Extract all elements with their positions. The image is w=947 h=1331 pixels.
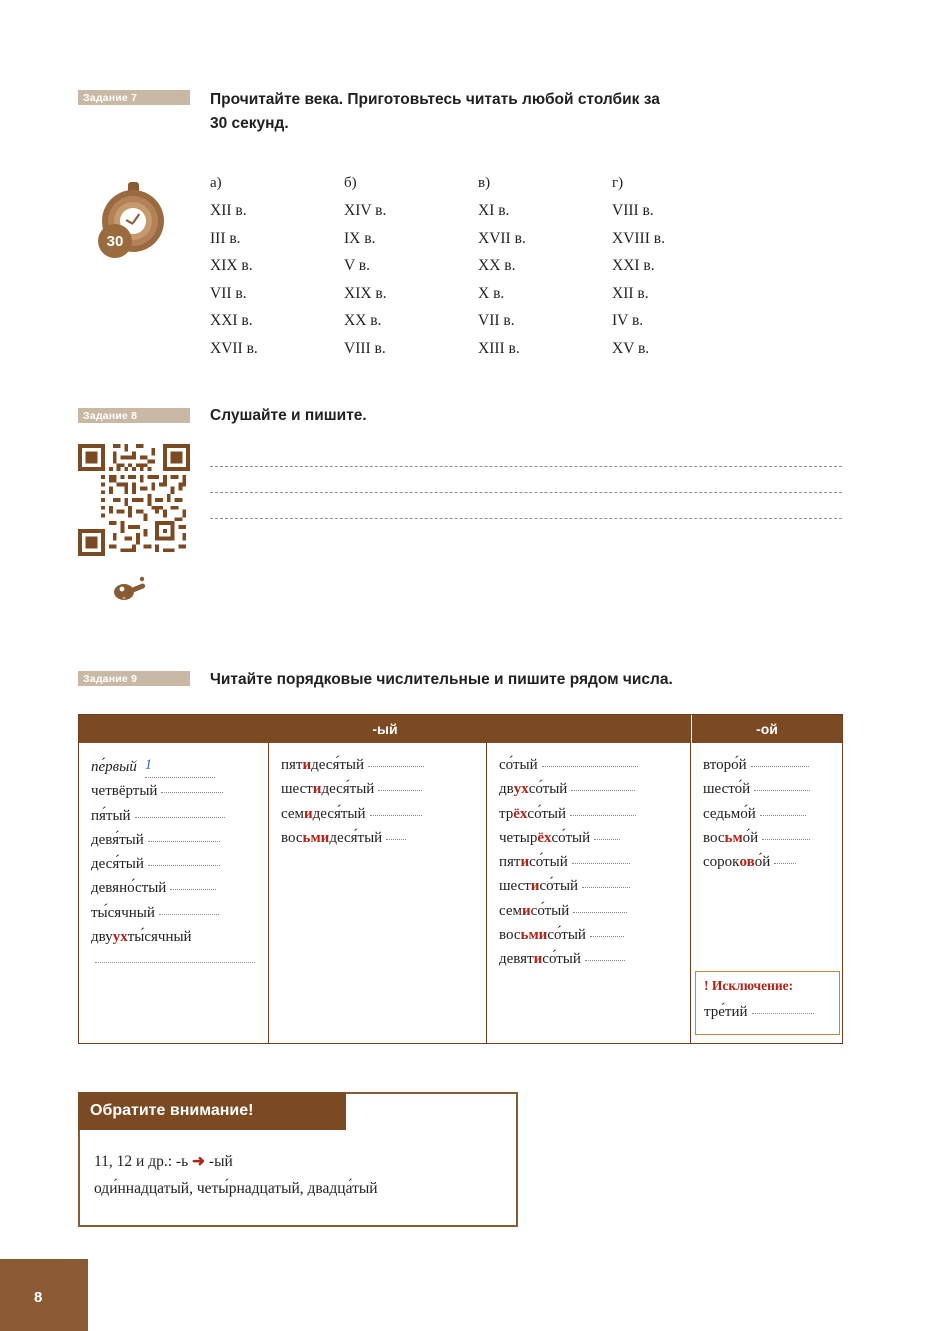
ordinal-entry: восьмо́й [703, 826, 832, 850]
answer-blank[interactable] [542, 766, 638, 767]
note-line-1 [94, 1148, 506, 1175]
qr-code-icon[interactable] [78, 444, 190, 556]
ordinals-table [78, 714, 843, 1044]
century-item: XX в. [478, 257, 516, 275]
century-item: IV в. [612, 312, 644, 330]
note-line1-part-a: 11, 12 и др.: -ь [94, 1153, 189, 1170]
ordinal-entry: седьмо́й [703, 802, 832, 826]
ordinal-word: пе́рвый [91, 759, 137, 775]
ordinal-entry: четырёхсо́тый [499, 826, 680, 850]
timer-icon [98, 182, 170, 254]
answer-value: 1 [144, 757, 153, 773]
ordinal-entry: со́тый [499, 753, 680, 777]
century-item: XIV в. [344, 202, 387, 219]
centuries-column-g [612, 175, 746, 362]
century-item: XII в. [210, 202, 247, 219]
exception-box [695, 971, 840, 1035]
task-title-9: Читайте порядковые числительные и пишите рядом числа. [210, 671, 673, 688]
century-item: XIII в. [478, 339, 520, 357]
ordinal-entry: двуухты́сячный [91, 929, 192, 946]
answer-blank[interactable] [762, 839, 810, 840]
century-item: VIII в. [612, 202, 654, 219]
exception-word: тре́тий [704, 1003, 748, 1020]
century-item: XX в. [344, 312, 382, 330]
centuries-columns [210, 175, 746, 362]
ordinal-entry: шестидеся́тый [281, 777, 476, 801]
century-item: XVII в. [478, 229, 526, 247]
column-header: г) [612, 175, 624, 191]
column-header: в) [478, 175, 491, 191]
century-item: VIII в. [344, 339, 386, 357]
answer-blank[interactable] [161, 792, 223, 793]
century-item: XIX в. [344, 284, 387, 302]
ordinal-entry: ты́сячный [91, 901, 258, 925]
answer-blank[interactable] [386, 839, 406, 840]
whistle-icon [110, 570, 150, 610]
centuries-column-a [210, 175, 344, 362]
ordinal-entry [91, 753, 258, 779]
answer-blank[interactable] [95, 962, 255, 963]
century-item: III в. [210, 229, 241, 247]
answer-blank[interactable] [570, 815, 636, 816]
answer-blank[interactable] [148, 865, 220, 866]
page-footer-block [0, 1259, 88, 1331]
column-header: б) [344, 175, 357, 191]
ordinal-entry: трёхсо́тый [499, 802, 680, 826]
answer-blank[interactable] [760, 815, 806, 816]
ordinal-entry: двухсо́тый [499, 777, 680, 801]
answer-blank[interactable] [751, 766, 809, 767]
centuries-column-v [478, 175, 612, 362]
answer-blank[interactable] [774, 863, 796, 864]
arrow-icon: ➜ [192, 1153, 206, 1170]
century-item: XVII в. [210, 339, 258, 357]
ordinal-entry: пя́тый [91, 804, 258, 828]
writing-line[interactable] [210, 492, 842, 494]
ordinals-column-4 [691, 743, 842, 1043]
century-item: XXI в. [210, 312, 253, 330]
ordinal-entry: второ́й [703, 753, 832, 777]
ordinal-entry: девятисо́тый [499, 947, 680, 971]
ordinals-column-1 [79, 743, 269, 1043]
ordinal-entry [91, 949, 258, 973]
answer-blank[interactable] [145, 753, 215, 778]
ordinal-entry: девяно́стый [91, 876, 258, 900]
page-number: 8 [34, 1289, 43, 1306]
note-line1-part-b: -ый [208, 1153, 233, 1170]
writing-lines[interactable] [210, 466, 842, 544]
ordinal-entry: семисо́тый [499, 899, 680, 923]
century-item: XXI в. [612, 257, 655, 275]
column-header: а) [210, 175, 222, 191]
ordinal-entry: шесто́й [703, 777, 832, 801]
answer-blank[interactable] [585, 960, 625, 961]
century-item: XVIII в. [612, 229, 665, 247]
answer-blank[interactable] [594, 839, 620, 840]
answer-blank[interactable] [582, 887, 630, 888]
exception-heading: ! Исключение: [704, 977, 794, 993]
ordinals-column-2 [269, 743, 487, 1043]
answer-blank[interactable] [590, 936, 624, 937]
task-title-8: Слушайте и пишите. [210, 407, 367, 424]
ordinal-entry: восьмидеся́тый [281, 826, 476, 850]
ordinal-entry: восьмисо́тый [499, 923, 680, 947]
century-item: XIX в. [210, 257, 253, 275]
century-item: XI в. [478, 202, 510, 219]
ordinals-column-3 [487, 743, 691, 1043]
task7-title-line2: 30 секунд. [210, 115, 289, 133]
note-line-2: оди́ннадцатый, четы́рнадцатый, двадца́тый [94, 1180, 378, 1198]
answer-blank[interactable] [754, 790, 810, 791]
century-item: XII в. [612, 284, 649, 302]
answer-blank[interactable] [170, 889, 216, 890]
table-header-cell-oy: -ой [756, 721, 778, 737]
answer-blank[interactable] [378, 790, 422, 791]
writing-line[interactable] [210, 518, 842, 520]
ordinal-entry: пятисо́тый [499, 850, 680, 874]
century-item: IX в. [344, 229, 376, 247]
century-item: XV в. [612, 339, 650, 357]
task7-title-line1: Прочитайте века. Приготовьтесь читать любой столбик за [210, 91, 660, 108]
ordinal-entry: деся́тый [91, 852, 258, 876]
answer-blank[interactable] [752, 1013, 814, 1014]
task-title-7 [210, 88, 845, 136]
note-heading: Обратите внимание! [78, 1092, 346, 1130]
ordinal-entry: пятидеся́тый [281, 753, 476, 777]
centuries-column-b [344, 175, 478, 362]
century-item: X в. [478, 284, 505, 302]
answer-blank[interactable] [370, 815, 422, 816]
century-item: VII в. [478, 312, 515, 330]
ordinal-entry: сороково́й [703, 850, 832, 874]
century-item: VII в. [210, 284, 247, 302]
answer-blank[interactable] [148, 841, 220, 842]
table-header-cell-yy: -ый [79, 715, 692, 743]
answer-blank[interactable] [159, 914, 219, 915]
exception-entry [704, 1000, 831, 1024]
ordinal-entry: четвёртый [91, 779, 258, 803]
task-label-8: Задание 8 [78, 408, 190, 423]
attention-note-box [78, 1092, 518, 1227]
task-label-7: Задание 7 [78, 90, 190, 105]
answer-blank[interactable] [572, 863, 630, 864]
answer-blank[interactable] [573, 912, 627, 913]
table-header-row [79, 715, 842, 743]
task-label-9: Задание 9 [78, 671, 190, 686]
answer-blank[interactable] [571, 790, 635, 791]
ordinal-entry: девя́тый [91, 828, 258, 852]
timer-seconds-badge: 30 [98, 224, 132, 258]
writing-line[interactable] [210, 466, 842, 468]
note-body [94, 1148, 506, 1202]
century-item: V в. [344, 257, 370, 275]
answer-blank[interactable] [368, 766, 424, 767]
ordinal-entry: семидеся́тый [281, 802, 476, 826]
ordinal-entry: шестисо́тый [499, 874, 680, 898]
table-body [79, 743, 842, 1043]
answer-blank[interactable] [135, 817, 225, 818]
